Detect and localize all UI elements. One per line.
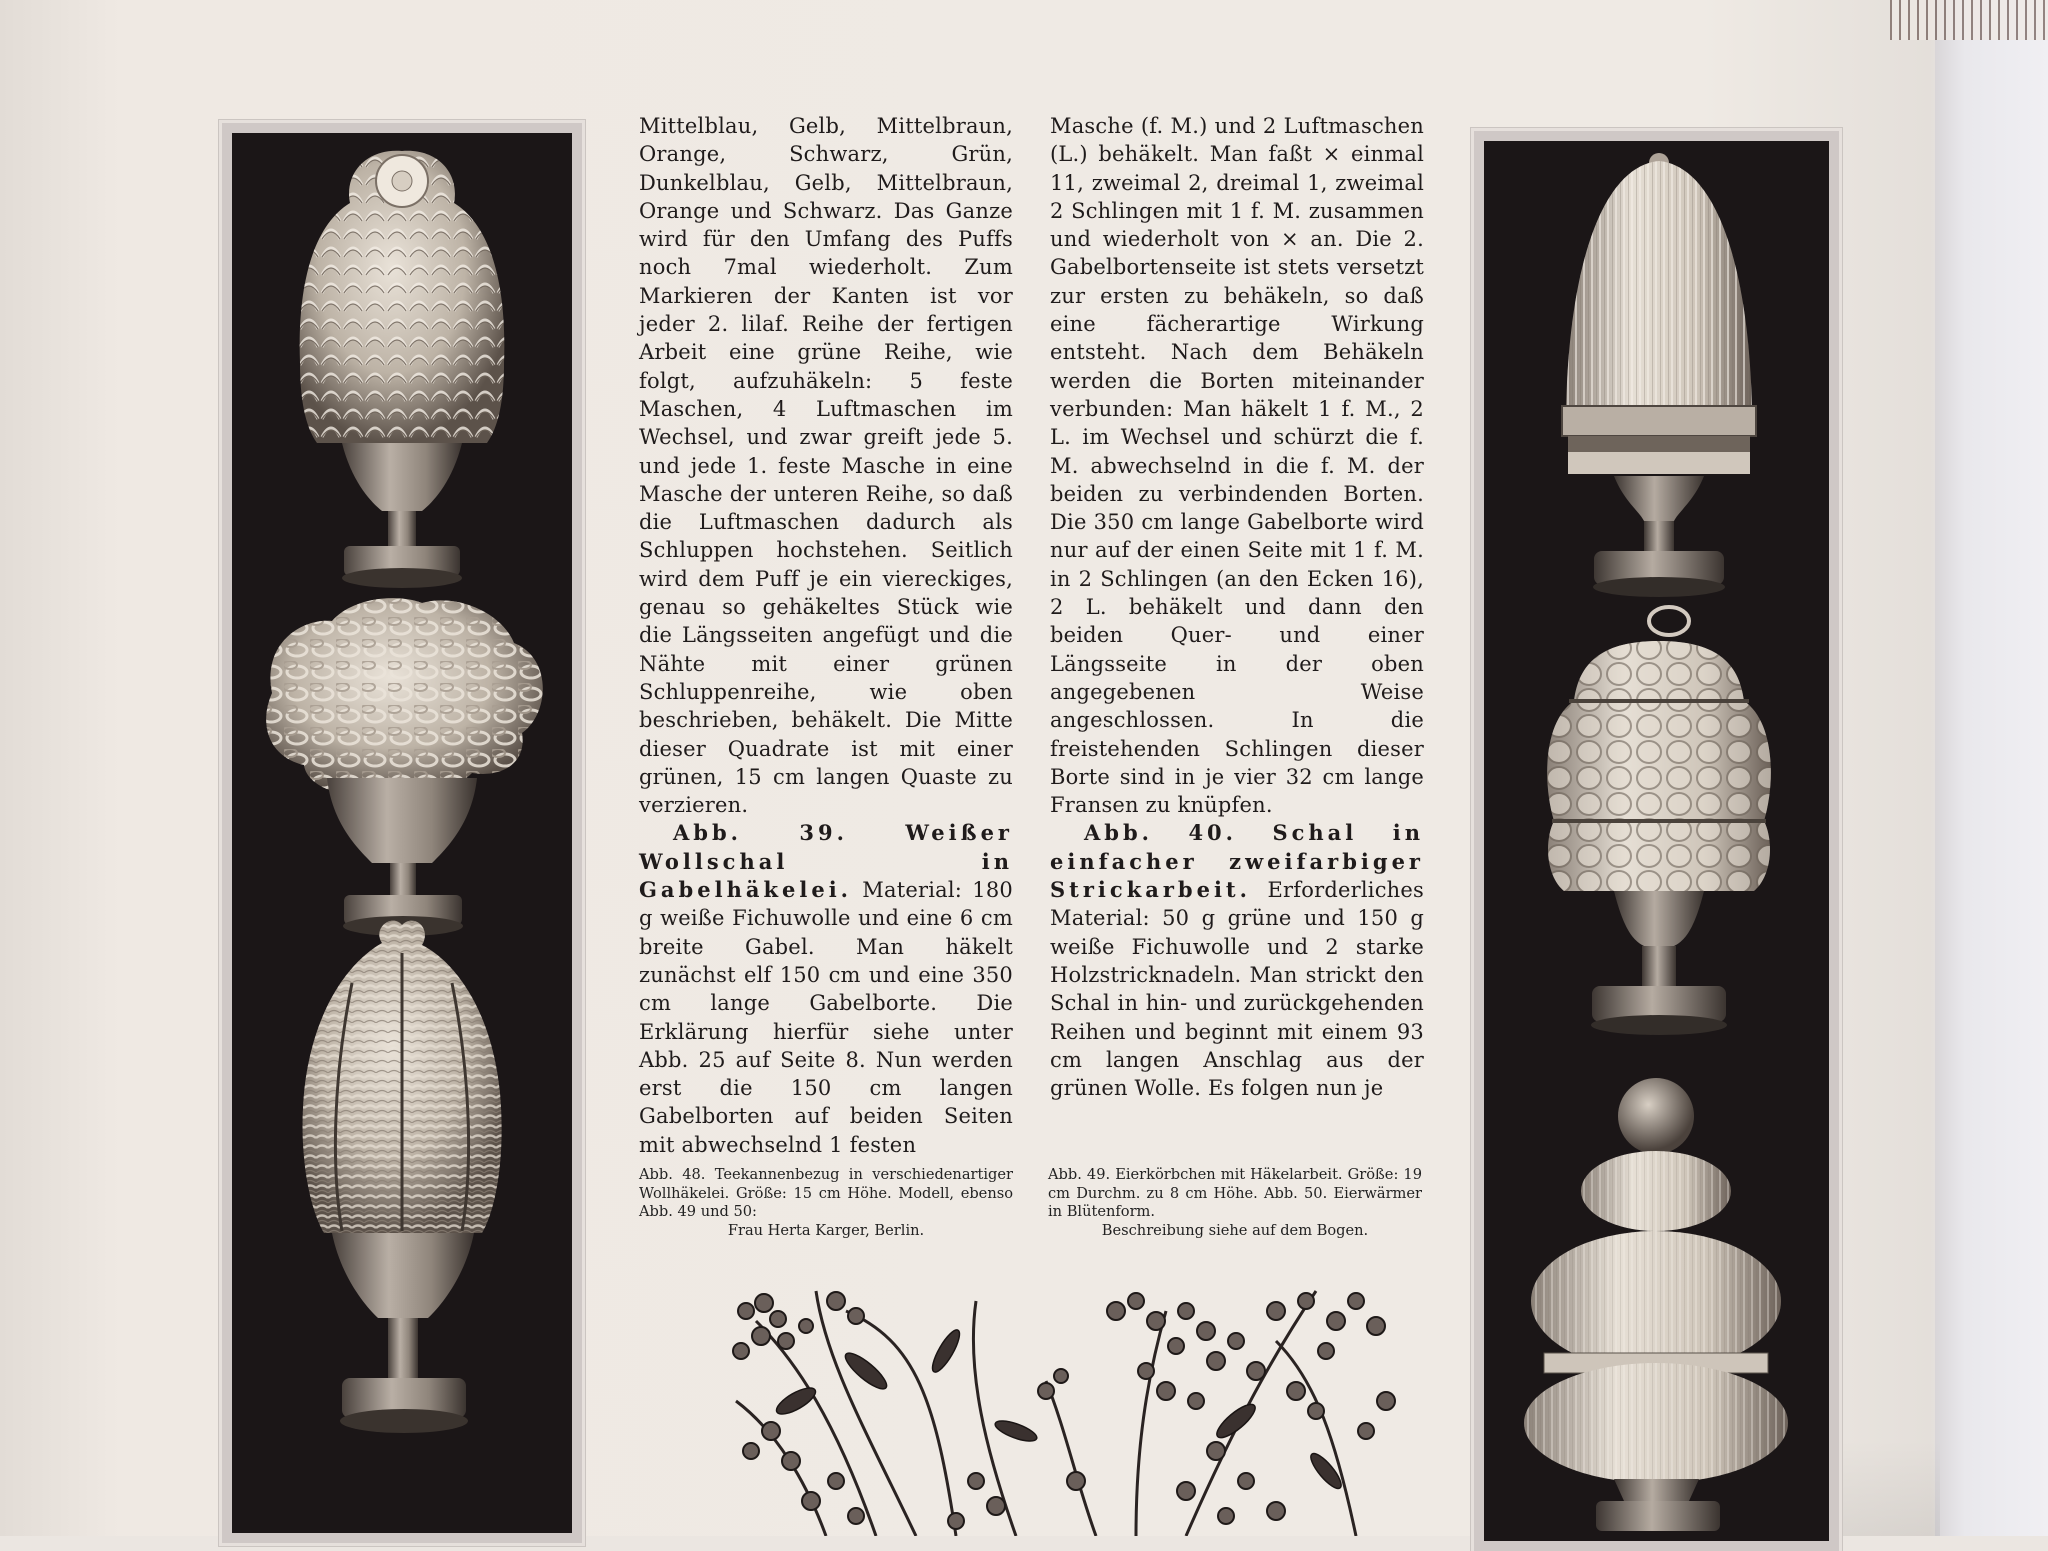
striped-fabric-corner [1890,0,2048,40]
berry-branches-photo [716,1281,1416,1536]
caption-abb48-credit: Frau Herta Karger, Berlin. [727,1221,925,1239]
figure-ribbed-cozy [303,921,502,1433]
page-edge [1935,0,2048,1536]
left-photo-illustration [232,133,572,1533]
text-column-right [1050,112,1424,1102]
text-column-left [639,112,1013,1159]
right-photo-illustration [1484,141,1829,1541]
figure-flower-cozy [1524,1078,1788,1531]
column1-section-abb39 [639,819,1013,1159]
figure-tiered-cozy [1547,607,1771,1035]
abb39-body: Material: 180 g weiße Fichuwolle und eine 6 cm breite Gabel. Man häkelt zunächst elf 150 cm und eine 350 cm lange Gabelborte. Die Erklärung hierfür siehe unter Abb. 25 auf Seite 8. Nun werden erst die 150 cm langen Gabelborten auf beiden Seiten mit abwechselnd 1 festen [639,878,1013,1157]
figure-ruffled-cozy [300,151,505,588]
figure-loop-cozy [266,598,543,936]
column2-section-abb40 [1050,819,1424,1102]
right-photo-strip [1474,131,1839,1551]
abb39-heading: Abb. 39. Weißer Wollschal in Gabelhäkelei. [639,820,1013,903]
caption-abb48-text: Abb. 48. Teekannenbezug in verschiedenartiger Wollhäkelei. Größe: 15 cm Höhe. Modell, ebenso Abb. 49 und 50: [639,1166,1013,1221]
caption-abb49-credit: Beschreibung siehe auf dem Bogen. [1101,1221,1369,1239]
column2-paragraph: Masche (f. M.) und 2 Luftmaschen (L.) behäkelt. Man faßt × einmal 11, zweimal 2, dreimal 1, zweimal 2 Schlingen mit 1 f. M. zusammen und wiederholt von × an. Die 2. Gabelbortenseite ist stets versetzt zur ersten zu behäkeln, so daß eine fächerartige Wirkung entsteht. Nach dem Behäkeln werden die Borten miteinander verbunden: Man häkelt 1 f. M., 2 L. im Wechsel und schürzt die f. M. abwechselnd in die f. M. der beiden zu verbindenden Borten. Die 350 cm lange Gabelborte wird nur auf der einen Seite mit 1 f. M. in 2 Schlingen (an den Ecken 16), 2 L. behäkelt und dann den beiden Quer- und einer Längsseite in der oben angegebenen Weise angeschlossen. In die freistehenden Schlingen dieser Borte sind in je vier 32 cm lange Fransen zu knüpfen. [1050,114,1424,818]
column1-paragraph: Mittelblau, Gelb, Mittelbraun, Orange, Schwarz, Grün, Dunkelblau, Gelb, Mittelbraun, Orange und Schwarz. Das Ganze wird für den Umfang des Puffs noch 7mal wiederholt. Zum Markieren der Kanten ist vor jeder 2. lilaf. Reihe der fertigen Arbeit eine grüne Reihe, wie folgt, aufzuhäkeln: 5 feste Maschen, 4 Luftmaschen im Wechsel, und zwar greift jede 5. und jede 1. feste Masche in eine Masche der unteren Reihe, so daß die Luftmaschen dadurch als Schluppen hochstehen. Seitlich wird dem Puff je ein viereckiges, genau so gehäkeltes Stück wie die Längsseiten angefügt und die Nähte mit einer grünen Schluppenreihe, wie oben beschrieben, behäkelt. Die Mitte dieser Quadrate ist mit einer grünen, 15 cm langen Quaste zu verzieren. [639,114,1013,818]
abb40-body: Erforderliches Material: 50 g grüne und 150 g weiße Fichuwolle und 2 starke Holzstricknadeln. Man strickt den Schal in hin- und zurückgehenden Reihen und beginnt mit einem 93 cm langen Anschlag aus der grünen Wolle. Es folgen nun je [1050,878,1424,1101]
caption-abb49-text: Abb. 49. Eierkörbchen mit Häkelarbeit. Größe: 19 cm Durchm. zu 8 cm Höhe. Abb. 50. Eierwärmer in Blütenform. [1048,1166,1422,1221]
left-photo-strip [222,123,582,1543]
caption-abb48 [639,1166,1013,1240]
abb40-heading: Abb. 40. Schal in einfacher zweifarbiger Strickarbeit. [1050,820,1424,903]
caption-abb49-50 [1048,1166,1422,1240]
figure-cone-cozy [1562,153,1756,597]
